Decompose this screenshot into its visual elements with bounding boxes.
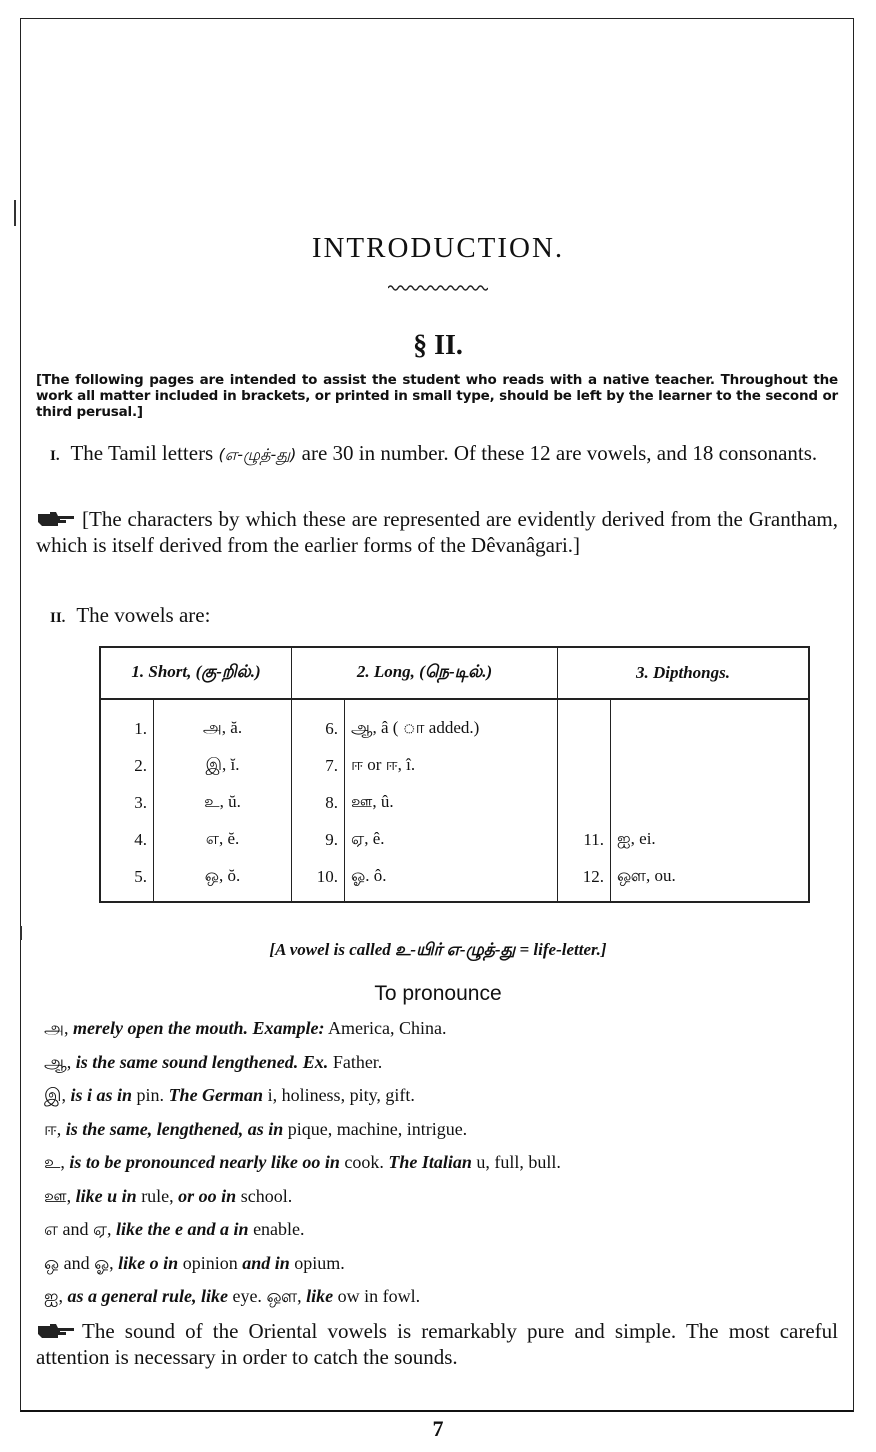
rule-example: Father. bbox=[332, 1051, 383, 1072]
closing-paragraph bbox=[36, 1318, 838, 1370]
table-cell: ஐ, ei. bbox=[617, 828, 656, 848]
table-cell: ஆ, â ( ா added.) bbox=[345, 699, 558, 747]
life-letter-note: [A vowel is called உ-யிர் எ-ழுத்-து = life-letter.] bbox=[269, 940, 607, 959]
paragraph-characters bbox=[36, 506, 838, 558]
table-cell: 1. bbox=[100, 699, 154, 747]
tamil-letter: எ and ஏ, bbox=[44, 1219, 112, 1239]
table-row bbox=[100, 747, 809, 784]
margin-mark bbox=[14, 200, 16, 226]
table-cell: 3. bbox=[100, 784, 154, 821]
table-cell: 8. bbox=[292, 784, 345, 821]
tamil-letter: உ, bbox=[44, 1152, 65, 1172]
rule-italic: like bbox=[306, 1286, 334, 1306]
table-cell: ஊ, û. bbox=[345, 784, 558, 821]
list-item bbox=[44, 1079, 840, 1113]
table-cell: ஈ or ஈ, î. bbox=[345, 747, 558, 784]
section-heading: § II. bbox=[413, 330, 463, 361]
table-cell bbox=[558, 747, 611, 784]
table-cell bbox=[558, 784, 611, 821]
list-item bbox=[44, 1280, 840, 1314]
rule-italic: as a general rule, like bbox=[67, 1286, 228, 1306]
ornament-wave bbox=[388, 283, 488, 293]
table-cell: இ, ĭ. bbox=[154, 747, 292, 784]
tamil-letter: ஒ and ஓ, bbox=[44, 1252, 114, 1273]
table-cell: உ, ŭ. bbox=[154, 784, 292, 821]
table-cell: 5. bbox=[100, 858, 154, 902]
list-item bbox=[44, 1046, 840, 1080]
paragraph-letters bbox=[36, 440, 838, 469]
rule-italic: is the same, lengthened, as in bbox=[65, 1118, 284, 1139]
list-item bbox=[44, 1213, 840, 1247]
rule-italic: The German bbox=[168, 1085, 264, 1105]
paragraph-text: The sound of the Oriental vowels is remarkably pure and simple. The most careful attention is necessary in order to catch the sounds. bbox=[36, 1319, 838, 1369]
rule-example: i, holiness, pity, gift. bbox=[267, 1085, 415, 1105]
page-title: INTRODUCTION. bbox=[311, 232, 565, 264]
tamil-letter: இ, bbox=[44, 1085, 67, 1105]
rule-example: pique, machine, intrigue. bbox=[287, 1118, 468, 1139]
table-cell: 2. bbox=[100, 747, 154, 784]
table-cell: ஏ, ê. bbox=[345, 821, 558, 858]
rule-italic: like o in bbox=[118, 1252, 179, 1273]
rule-italic: or oo in bbox=[178, 1185, 237, 1206]
paragraph-number: I. bbox=[50, 448, 60, 464]
rule-italic: is the same sound lengthened. Ex. bbox=[75, 1051, 329, 1072]
table-cell: ஓ. ô. bbox=[345, 858, 558, 902]
paragraph-number: II. bbox=[50, 610, 66, 626]
table-cell bbox=[558, 699, 611, 747]
rule-example: opium. bbox=[294, 1252, 345, 1273]
tamil-letter: ஈ, bbox=[44, 1118, 62, 1139]
table-cell: 9. bbox=[292, 821, 345, 858]
list-item bbox=[44, 1180, 840, 1214]
rule-example: rule, bbox=[141, 1185, 174, 1206]
rule-example: u, full, bull. bbox=[476, 1152, 561, 1172]
pointing-hand-icon bbox=[36, 1322, 76, 1340]
pronounce-heading: To pronounce bbox=[374, 982, 502, 1005]
table-row bbox=[100, 821, 809, 858]
bracket-note: [The following pages are intended to assist the student who reads with a native teacher. Throughout the work all matter included in brackets, or printed in small type, should be left by the learner to the second or third perusal.] bbox=[36, 372, 838, 420]
table-row bbox=[100, 784, 809, 821]
table-cell: 10. bbox=[292, 858, 345, 902]
rule-italic: like u in bbox=[75, 1185, 137, 1206]
table-cell: எ, ĕ. bbox=[154, 821, 292, 858]
rule-italic: merely open the mouth. Example: bbox=[73, 1018, 325, 1038]
rule-example: enable. bbox=[253, 1219, 305, 1239]
rule-example: pin. bbox=[136, 1085, 165, 1105]
rule-example: America, China. bbox=[328, 1018, 447, 1038]
rule-example: opinion bbox=[182, 1252, 238, 1273]
table-cell: ஔ, ou. bbox=[617, 865, 676, 885]
pronunciation-rules bbox=[44, 1012, 840, 1314]
tamil-letter: ஊ, bbox=[44, 1185, 72, 1206]
tamil-letter: ஆ, bbox=[44, 1051, 72, 1072]
rule-italic: and in bbox=[242, 1252, 290, 1273]
table-cell: 12. bbox=[558, 858, 611, 902]
paragraph-vowels bbox=[36, 602, 838, 631]
table-cell: அ, ă. bbox=[154, 699, 292, 747]
table-row bbox=[100, 858, 809, 902]
table-cell: 6. bbox=[292, 699, 345, 747]
list-item bbox=[44, 1247, 840, 1281]
header-long: 2. Long, (நெ-டில்.) bbox=[292, 647, 558, 699]
header-dipthongs: 3. Dipthongs. bbox=[558, 647, 810, 699]
rule-italic: The Italian bbox=[388, 1152, 472, 1172]
table-cell: 4. bbox=[100, 821, 154, 858]
rule-example: eye. bbox=[232, 1286, 262, 1306]
tamil-letter: ஔ, bbox=[266, 1286, 302, 1306]
tamil-letter: ஐ, bbox=[44, 1286, 63, 1306]
paragraph-text: [The characters by which these are represented are evidently derived from the Grantham, which is itself derived from the earlier forms of the Dêvanâgari.] bbox=[36, 507, 838, 557]
tamil-letter: அ, bbox=[44, 1018, 69, 1038]
vowel-table bbox=[99, 646, 810, 903]
paragraph-text: The vowels are: bbox=[76, 603, 211, 627]
table-cell: 11. bbox=[558, 821, 611, 858]
rule-italic: is to be pronounced nearly like oo in bbox=[69, 1152, 340, 1172]
list-item bbox=[44, 1012, 840, 1046]
rule-example: cook. bbox=[344, 1152, 384, 1172]
list-item bbox=[44, 1146, 840, 1180]
margin-mark bbox=[20, 926, 22, 940]
list-item bbox=[44, 1113, 840, 1147]
rule-italic: like the e and a in bbox=[116, 1219, 249, 1239]
table-cell bbox=[611, 699, 810, 747]
tamil-word: (எ-ழுத்-து) bbox=[218, 445, 297, 464]
rule-example: school. bbox=[240, 1185, 293, 1206]
table-cell bbox=[611, 784, 810, 821]
page-number: 7 bbox=[432, 1416, 444, 1441]
paragraph-text: The Tamil letters bbox=[70, 441, 214, 465]
rule-example: ow in fowl. bbox=[337, 1286, 421, 1306]
table-cell: ஒ, ŏ. bbox=[154, 858, 292, 902]
header-short: 1. Short, (கு-றில்.) bbox=[100, 647, 292, 699]
paragraph-text: are 30 in number. Of these 12 are vowels, and 18 consonants. bbox=[301, 441, 818, 465]
table-cell: 7. bbox=[292, 747, 345, 784]
table-row bbox=[100, 699, 809, 747]
pointing-hand-icon bbox=[36, 510, 76, 528]
table-cell bbox=[611, 747, 810, 784]
rule-italic: is i as in bbox=[70, 1085, 133, 1105]
